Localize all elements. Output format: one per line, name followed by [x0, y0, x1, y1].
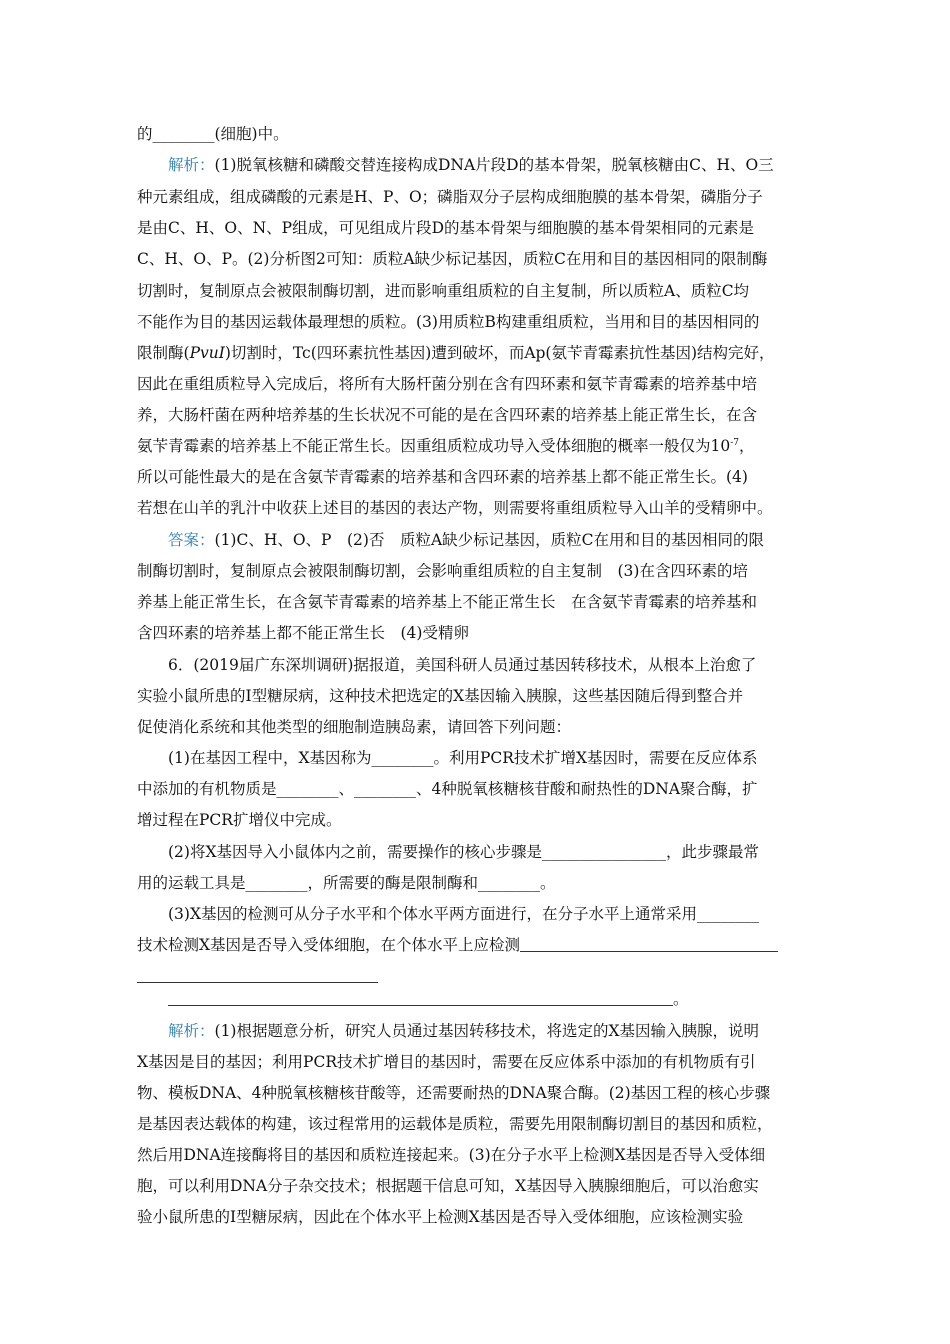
question-stem-line: 6．(2019届广东深圳调研)据报道，美国科研人员通过基因转移技术，从根本上治愈了	[168, 656, 757, 674]
text-line: 增过程在PCR扩增仪中完成。	[137, 811, 342, 829]
analysis-label: 解析：	[168, 1022, 215, 1040]
text-line: 制酶切割时，复制原点会被限制酶切割，会影响重组质粒的自主复制 (3)在含四环素的培	[137, 562, 748, 580]
text-span: (1)C、H、O、P (2)否 质粒A缺少标记基因，质粒C在用和目的基因相同的限	[214, 531, 764, 549]
text-span: 。	[673, 990, 689, 1008]
subquestion-1-line: (1)在基因工程中，X基因称为________。利用PCR技术扩增X基因时，需要在反应体系	[168, 749, 758, 767]
text-span: )切割时，Tc(四环素抗性基因)遭到破坏，而Ap(氨苄青霉素抗性基因)结构完好，	[224, 344, 775, 362]
text-span: 限制酶(	[137, 344, 190, 362]
answer-paragraph-line	[168, 530, 817, 550]
text-line: 是由C、H、O、N、P组成，可见组成片段D的基本骨架与细胞膜的基本骨架相同的元素是	[137, 219, 755, 237]
text-line: 切割时，复制原点会被限制酶切割，进而影响重组质粒的自主复制，所以质粒A、质粒C均	[137, 282, 750, 300]
text-line: X基因是目的基因；利用PCR技术扩增目的基因时，需要在反应体系中添加的有机物质有引	[137, 1053, 756, 1071]
text-line: 因此在重组质粒导入完成后，将所有大肠杆菌分别在含有四环素和氨苄青霉素的培养基中培	[137, 375, 758, 393]
text-line: 若想在山羊的乳汁中收获上述目的基因的表达产物，则需要将重组质粒导入山羊的受精卵中。	[137, 499, 773, 517]
text-span: 氨苄青霉素的培养基上不能正常生长。因重组质粒成功导入受体细胞的概率一般仅为10	[137, 437, 731, 455]
blank-line	[137, 966, 817, 986]
enzyme-name: PvuⅠ	[189, 344, 225, 362]
blank-line	[168, 989, 817, 1009]
text-line: 然后用DNA连接酶将目的基因和质粒连接起来。(3)在分子水平上检测X基因是否导入受体细	[137, 1146, 766, 1164]
text-line: 的________(细胞)中。	[137, 125, 289, 143]
text-span: (1)根据题意分析，研究人员通过基因转移技术，将选定的X基因输入胰腺，说明	[214, 1022, 760, 1040]
text-line	[137, 935, 817, 955]
text-line: 促使消化系统和其他类型的细胞制造胰岛素，请回答下列问题：	[137, 718, 572, 736]
text-line: 物、模板DNA、4种脱氧核糖核苷酸等，还需要耐热的DNA聚合酶。(2)基因工程的核心步骤	[137, 1084, 771, 1102]
text-line	[137, 343, 817, 363]
analysis-paragraph-line	[168, 1021, 817, 1041]
subquestion-2-line: (2)将X基因导入小鼠体内之前，需要操作的核心步骤是________________，此步骤最常	[168, 843, 759, 861]
answer-blank	[168, 1004, 673, 1006]
text-line: 实验小鼠所患的Ⅰ型糖尿病，这种技术把选定的X基因输入胰腺，这些基因随后得到整合并	[137, 687, 744, 705]
text-line: 是基因表达载体的构建，该过程常用的运载体是质粒，需要先用限制酶切割目的基因和质粒，	[137, 1115, 773, 1133]
analysis-paragraph-line	[168, 155, 817, 175]
answer-blank	[520, 950, 778, 952]
text-span: ，	[739, 437, 755, 455]
text-line: 胞，可以利用DNA分子杂交技术；根据题干信息可知，X基因导入胰腺细胞后，可以治愈实	[137, 1177, 759, 1195]
text-line: 含四环素的培养基上都不能正常生长 (4)受精卵	[137, 624, 469, 642]
text-span: (1)脱氧核糖和磷酸交替连接构成DNA片段D的基本骨架，脱氧核糖由C、H、O三	[214, 156, 774, 174]
text-line: 用的运载工具是________，所需要的酶是限制酶和________。	[137, 874, 556, 892]
text-line: 中添加的有机物质是________、________、4种脱氧核糖核苷酸和耐热性的DNA聚合酶，扩	[137, 780, 758, 798]
subquestion-3-line: (3)X基因的检测可从分子水平和个体水平两方面进行，在分子水平上通常采用________	[168, 905, 759, 923]
text-span: 技术检测X基因是否导入受体细胞，在个体水平上应检测	[137, 936, 521, 954]
text-line: 种元素组成，组成磷酸的元素是H、P、O；磷脂双分子层构成细胞膜的基本骨架，磷脂分子	[137, 188, 763, 206]
text-line: 所以可能性最大的是在含氨苄青霉素的培养基和含四环素的培养基上都不能正常生长。(4)	[137, 468, 748, 486]
text-line: 养，大肠杆菌在两种培养基的生长状况不可能的是在含四环素的培养基上能正常生长，在含	[137, 406, 758, 424]
text-line: 验小鼠所患的Ⅰ型糖尿病，因此在个体水平上检测X基因是否导入受体细胞，应该检测实验	[137, 1208, 744, 1226]
text-line	[137, 436, 817, 456]
text-line: 养基上能正常生长，在含氨苄青霉素的培养基上不能正常生长 在含氨苄青霉素的培养基和	[137, 593, 758, 611]
exponent: -7	[730, 438, 740, 448]
answer-label: 答案：	[168, 531, 215, 549]
text-line: C、H、O、P。(2)分析图2可知：质粒A缺少标记基因，质粒C在用和目的基因相同的限制酶	[137, 250, 768, 268]
answer-blank	[137, 981, 378, 983]
analysis-label: 解析：	[168, 156, 215, 174]
text-line: 不能作为目的基因运载体最理想的质粒。(3)用质粒B构建重组质粒，当用和目的基因相同的	[137, 313, 760, 331]
